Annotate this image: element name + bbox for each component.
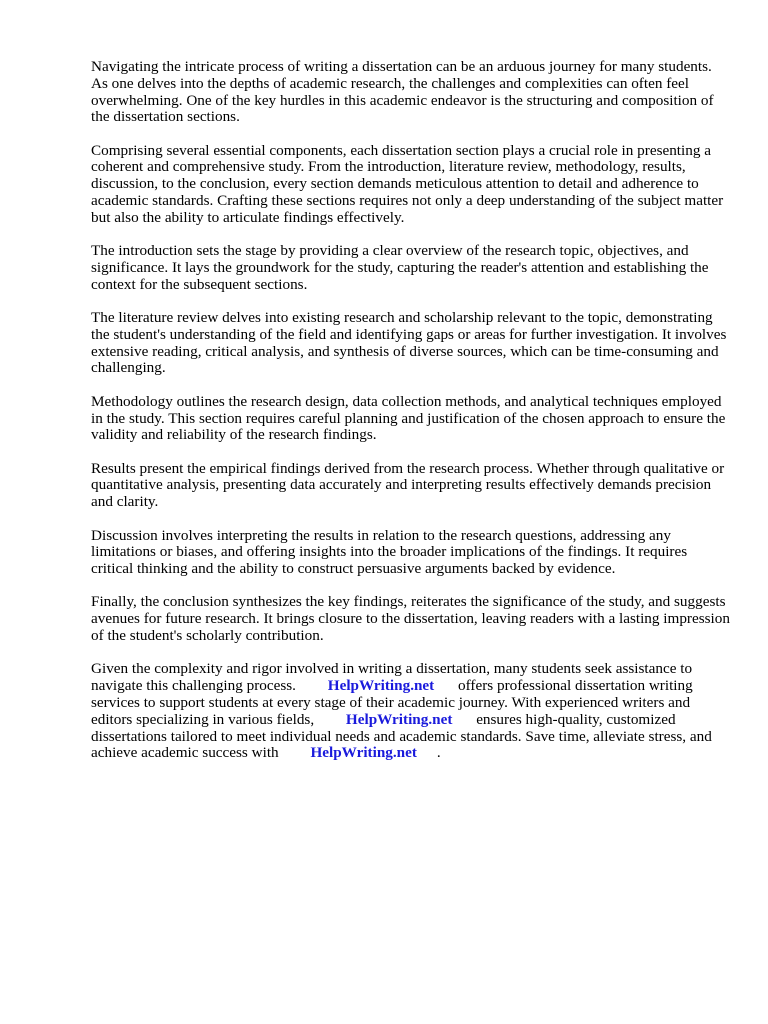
paragraph-components: Comprising several essential components, each dissertation section plays a crucial role in presenting a coherent and comprehensive study. From the introduction, literature review, methodology, results, discussion, to the conclusion, every section demands meticulous attention to detail and adherence to academic standards. Crafting these sections requires not only a deep understanding of the subject matter but also the ability to articulate findings effectively. bbox=[91, 141, 724, 226]
promo-text-3: ensures high-quality, customized dissertations tailored to meet individual needs and academic standards. Save time, alleviate stress, and achieve academic success with bbox=[91, 710, 712, 762]
promo-text-4: . bbox=[436, 744, 441, 762]
helpwriting-link-1[interactable]: HelpWriting.net bbox=[327, 677, 435, 695]
paragraph-literature-review: The literature review delves into existing research and scholarship relevant to the topic, demonstrating the student's understanding of the field and identifying gaps or areas for further investigation. It involves extensive reading, critical analysis, and synthesis of diverse sources, which can be time-consuming and challenging. bbox=[91, 309, 727, 377]
paragraph-discussion: Discussion involves interpreting the results in relation to the research questions, addressing any limitations or biases, and offering insights into the broader implications of the findings. It requires critical thinking and the ability to construct persuasive arguments backed by evidence. bbox=[91, 526, 688, 578]
promo-text-1: Given the complexity and rigor involved in writing a dissertation, many students seek assistance to navigate this challenging process. bbox=[91, 660, 693, 695]
document-body bbox=[91, 59, 731, 779]
paragraph-methodology: Methodology outlines the research design, data collection methods, and analytical techniques employed in the study. This section requires careful planning and justification of the chosen approach to ensure the validity and reliability of the research findings. bbox=[91, 392, 726, 444]
helpwriting-link-2[interactable]: HelpWriting.net bbox=[345, 710, 453, 728]
promo-text-2: offers professional dissertation writing services to support students at every stage of their academic journey. With experienced writers and editors specializing in various fields, bbox=[91, 677, 693, 728]
paragraph-introduction: The introduction sets the stage by providing a clear overview of the research topic, objectives, and significance. It lays the groundwork for the study, capturing the reader's attention and establishing the context for the subsequent sections. bbox=[91, 242, 709, 293]
paragraph-promo bbox=[91, 661, 731, 762]
paragraph-results: Results present the empirical findings derived from the research process. Whether through qualitative or quantitative analysis, presenting data accurately and interpreting results effectively demands precision and clarity. bbox=[91, 459, 725, 511]
helpwriting-link-3[interactable]: HelpWriting.net bbox=[310, 744, 417, 762]
paragraph-conclusion: Finally, the conclusion synthesizes the key findings, reiterates the significance of the study, and suggests avenues for future research. It brings closure to the dissertation, leaving readers with a lasting impression of the student's scholarly contribution. bbox=[91, 593, 730, 645]
paragraph-intro: Navigating the intricate process of writing a dissertation can be an arduous journey for many students. As one delves into the depths of academic research, the challenges and complexities can often feel overwhelming. One of the key hurdles in this academic endeavor is the structuring and composition of the dissertation sections. bbox=[91, 58, 714, 126]
